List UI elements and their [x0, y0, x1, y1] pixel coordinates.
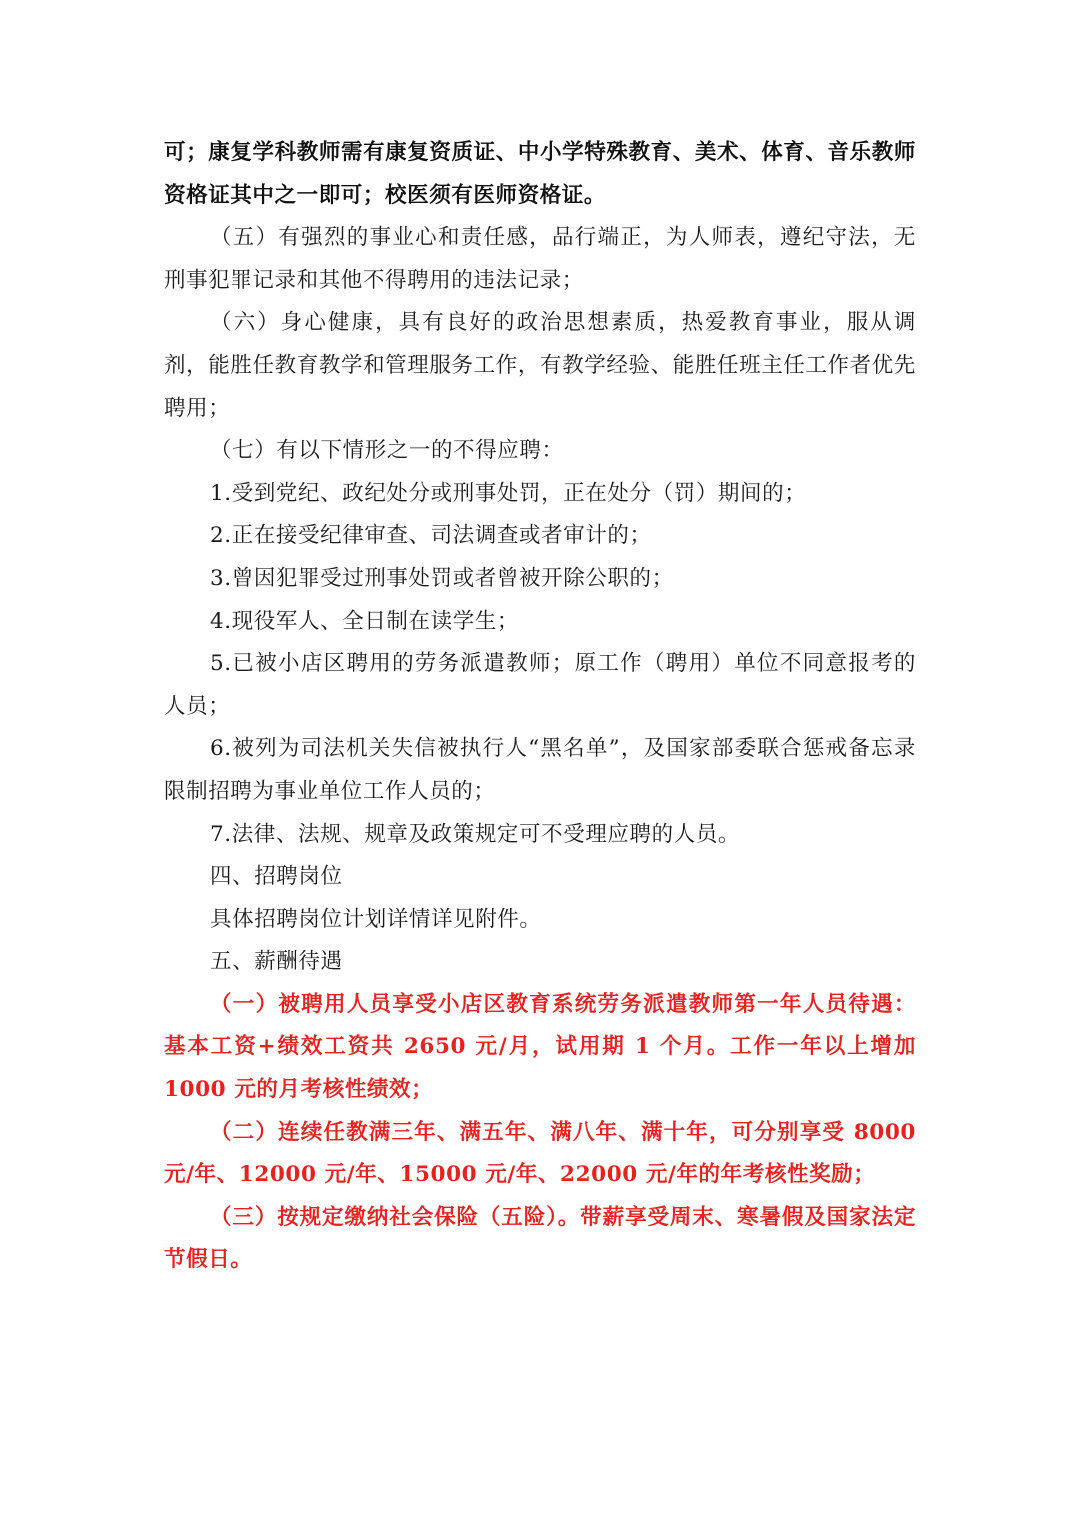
paragraph-condition-7: （七）有以下情形之一的不得应聘：	[210, 438, 564, 464]
paragraph-condition-6: （六）身心健康，具有良好的政治思想素质，热爱教育事业，服从调剂，能胜任教育教学和管理服务工作，有教学经验、能胜任班主任工作者优先聘用；	[164, 310, 916, 421]
paragraph-salary-2: （二）连续任教满三年、满五年、满八年、满十年，可分别享受 8000 元/年、12000 元/年、15000 元/年、22000 元/年的年考核性奖励；	[164, 1119, 916, 1188]
list-item-exclusion-2: 2.正在接受纪律审查、司法调查或者审计的；	[210, 523, 652, 549]
document-body	[164, 132, 916, 1282]
list-item-exclusion-5: 5.已被小店区聘用的劳务派遣教师；原工作（聘用）单位不同意报考的人员；	[164, 651, 916, 719]
paragraph-positions-detail: 具体招聘岗位计划详情详见附件。	[210, 906, 542, 932]
list-item-exclusion-1: 1.受到党纪、政纪处分或刑事处罚，正在处分（罚）期间的；	[210, 480, 807, 506]
list-item-exclusion-6: 6.被列为司法机关失信被执行人“黑名单”，及国家部委联合惩戒备忘录限制招聘为事业单位工作人员的；	[164, 736, 916, 804]
section-heading-recruitment-positions: 四、招聘岗位	[210, 864, 343, 890]
paragraph-qualification-continuation: 可；康复学科教师需有康复资质证、中小学特殊教育、美术、体育、音乐教师资格证其中之一即可；校医须有医师资格证。	[164, 140, 916, 208]
paragraph-salary-1: （一）被聘用人员享受小店区教育系统劳务派遣教师第一年人员待遇：基本工资+绩效工资共 2650 元/月，试用期 1 个月。工作一年以上增加 1000 元的月考核性绩效；	[164, 991, 916, 1103]
list-item-exclusion-7: 7.法律、法规、规章及政策规定可不受理应聘的人员。	[210, 821, 741, 847]
paragraph-condition-5: （五）有强烈的事业心和责任感，品行端正，为人师表，遵纪守法，无刑事犯罪记录和其他不得聘用的违法记录；	[164, 225, 916, 293]
paragraph-salary-3: （三）按规定缴纳社会保险（五险）。带薪享受周末、寒暑假及国家法定节假日。	[164, 1204, 916, 1273]
list-item-exclusion-4: 4.现役军人、全日制在读学生；	[210, 608, 520, 634]
list-item-exclusion-3: 3.曾因犯罪受过刑事处罚或者曾被开除公职的；	[210, 565, 674, 591]
section-heading-salary: 五、薪酬待遇	[210, 949, 343, 975]
